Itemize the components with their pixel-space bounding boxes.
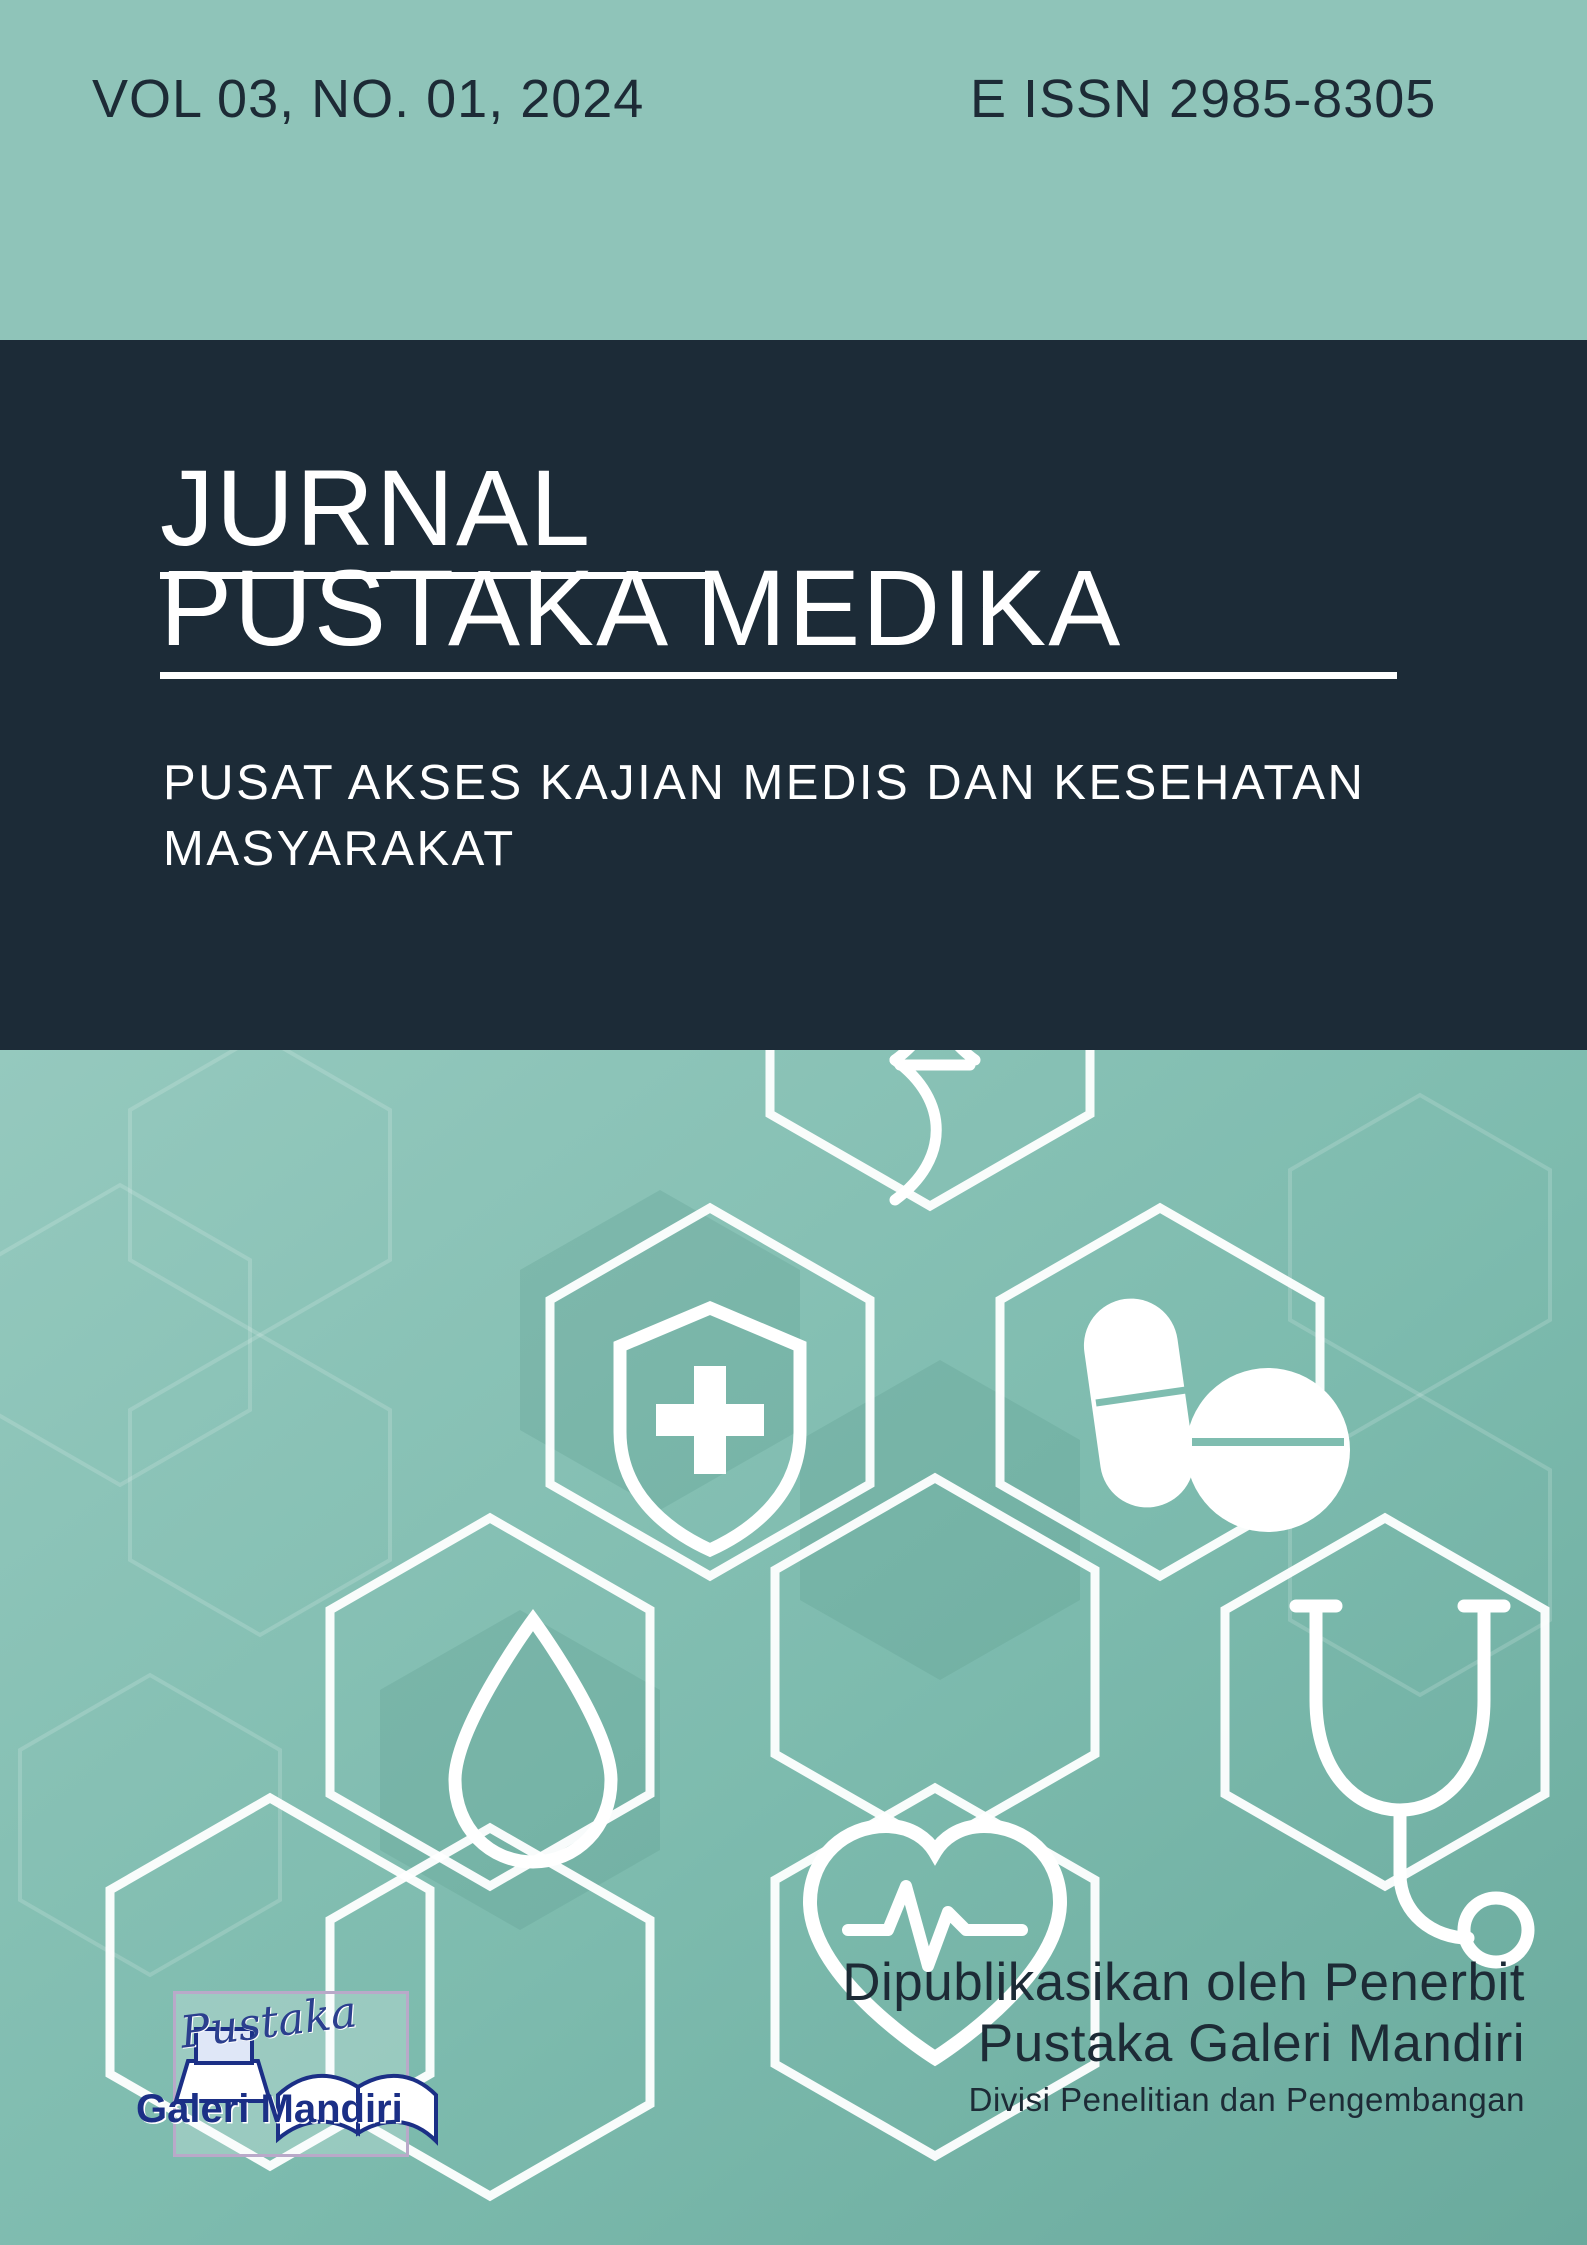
issn-text: E ISSN 2985-8305 (970, 69, 1437, 129)
logo-word-text: Galeri Mandiri (136, 2087, 403, 2131)
volume-issue-text: VOL 03, NO. 01, 2024 (92, 69, 645, 129)
publisher-line-2: Pustaka Galeri Mandiri (977, 2014, 1525, 2074)
title-block (0, 340, 1587, 1050)
publisher-line-3: Divisi Penelitian dan Pengembangan (968, 2081, 1525, 2118)
cover-top-band (0, 0, 1587, 340)
journal-subtitle: PUSAT AKSES KAJIAN MEDIS DAN KESEHATAN MASYARAKAT (163, 756, 1366, 877)
publisher-line-1: Dipublikasikan oleh Penerbit (842, 1953, 1525, 2013)
title-underline-2 (160, 672, 1397, 679)
journal-title-line-1: JURNAL (160, 447, 593, 568)
publisher-info (842, 1953, 1525, 2119)
pill-tablet-icon (1186, 1368, 1350, 1532)
journal-title-line-2: PUSTAKA MEDIKA (160, 547, 1123, 668)
publisher-logo (118, 1983, 468, 2173)
logo-script-text: Pustaka (177, 1986, 360, 2059)
